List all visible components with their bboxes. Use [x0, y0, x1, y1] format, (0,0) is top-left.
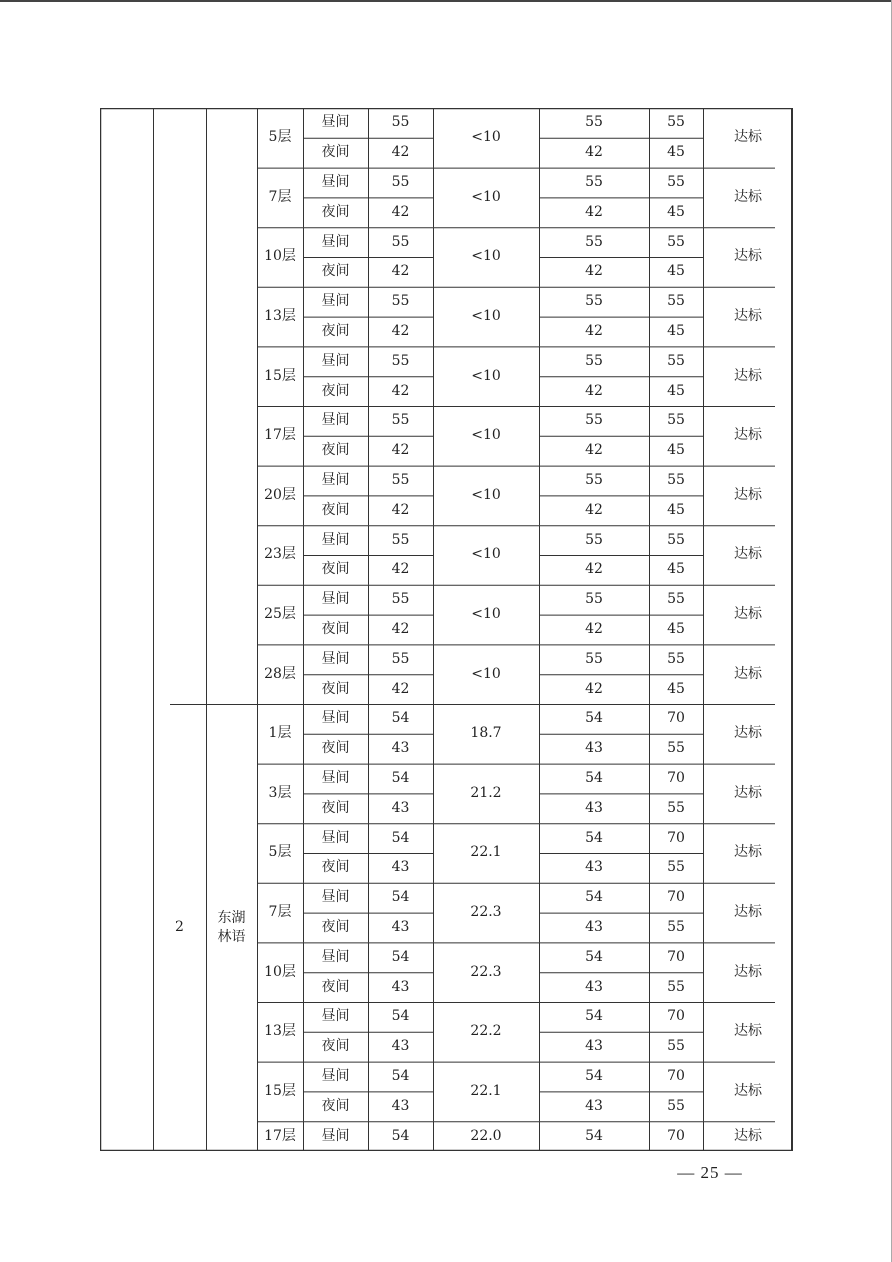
result-night: 43: [585, 740, 603, 757]
limit-day: 55: [667, 412, 685, 429]
limit-night: 45: [667, 680, 685, 697]
measured-night: 43: [391, 740, 410, 757]
status-label: 达标: [734, 1023, 762, 1040]
measured-day: 54: [391, 1127, 410, 1144]
limit-day: 70: [667, 769, 685, 786]
period-day: 昼间: [321, 710, 350, 727]
limit-night: 45: [667, 382, 685, 399]
period-night: 夜间: [321, 203, 350, 220]
limit-night: 55: [667, 1097, 685, 1114]
result-night: 42: [585, 322, 603, 339]
measured-day: 55: [391, 114, 410, 131]
floor-label: 13层: [264, 308, 296, 325]
status-label: 达标: [734, 308, 762, 325]
measured-day: 54: [391, 710, 410, 727]
result-night: 43: [585, 799, 603, 816]
result-day: 55: [585, 173, 603, 190]
contribution-value: <10: [471, 427, 501, 444]
measured-day: 55: [391, 412, 410, 429]
floor-label: 3层: [268, 784, 292, 801]
measured-night: 42: [391, 144, 410, 161]
limit-day: 70: [667, 1008, 685, 1025]
period-day: 昼间: [321, 1067, 350, 1084]
status-label: 达标: [734, 606, 762, 623]
group-name: [206, 108, 257, 704]
result-night: 42: [585, 501, 603, 518]
result-day: 54: [585, 889, 603, 906]
result-night: 42: [585, 203, 603, 220]
measured-day: 55: [391, 233, 410, 250]
result-day: 55: [585, 293, 603, 310]
period-night: 夜间: [321, 322, 350, 339]
measured-day: 54: [391, 769, 410, 786]
limit-day: 55: [667, 173, 685, 190]
floor-label: 15层: [264, 367, 296, 384]
floor-label: 10层: [264, 248, 296, 265]
limit-day: 55: [667, 591, 685, 608]
period-day: 昼间: [321, 1127, 350, 1144]
period-night: 夜间: [321, 978, 350, 995]
limit-day: 55: [667, 114, 685, 131]
result-night: 43: [585, 1097, 603, 1114]
contribution-value: 22.0: [470, 1127, 502, 1144]
result-night: 42: [585, 680, 603, 697]
measured-day: 55: [391, 531, 410, 548]
measured-day: 55: [391, 650, 410, 667]
floor-label: 17层: [264, 427, 296, 444]
limit-night: 45: [667, 620, 685, 637]
limit-night: 55: [667, 859, 685, 876]
noise-monitoring-table: [100, 108, 793, 1151]
period-day: 昼间: [321, 531, 350, 548]
limit-night: 45: [667, 203, 685, 220]
period-night: 夜间: [321, 740, 350, 757]
limit-day: 70: [667, 829, 685, 846]
contribution-value: <10: [471, 367, 501, 384]
floor-label: 17层: [264, 1127, 296, 1144]
period-night: 夜间: [321, 382, 350, 399]
period-night: 夜间: [321, 620, 350, 637]
result-day: 55: [585, 114, 603, 131]
result-day: 54: [585, 1008, 603, 1025]
period-day: 昼间: [321, 591, 350, 608]
period-day: 昼间: [321, 471, 350, 488]
measured-night: 43: [391, 1097, 410, 1114]
status-label: 达标: [734, 248, 762, 265]
limit-night: 55: [667, 918, 685, 935]
period-day: 昼间: [321, 233, 350, 250]
floor-label: 25层: [264, 606, 296, 623]
floor-label: 13层: [264, 1023, 296, 1040]
period-day: 昼间: [321, 769, 350, 786]
result-night: 43: [585, 1038, 603, 1055]
measured-day: 55: [391, 352, 410, 369]
measured-night: 42: [391, 620, 410, 637]
floor-label: 7层: [268, 188, 292, 205]
result-day: 55: [585, 233, 603, 250]
period-day: 昼间: [321, 173, 350, 190]
floor-label: 20层: [264, 486, 296, 503]
limit-night: 55: [667, 978, 685, 995]
period-day: 昼间: [321, 948, 350, 965]
group-name: 东湖 林语: [217, 909, 246, 945]
measured-day: 54: [391, 1008, 410, 1025]
measured-night: 42: [391, 382, 410, 399]
measured-day: 54: [391, 948, 410, 965]
limit-night: 45: [667, 144, 685, 161]
page-number: — 25 —: [677, 1163, 743, 1182]
measured-night: 42: [391, 263, 410, 280]
status-label: 达标: [734, 904, 762, 921]
page-top-border: [0, 0, 892, 2]
contribution-value: 21.2: [470, 784, 502, 801]
group-number: 2: [175, 919, 184, 935]
result-day: 55: [585, 591, 603, 608]
measured-night: 43: [391, 978, 410, 995]
measured-night: 43: [391, 799, 410, 816]
measured-day: 55: [391, 471, 410, 488]
contribution-value: 18.7: [470, 725, 502, 742]
result-day: 55: [585, 471, 603, 488]
period-day: 昼间: [321, 829, 350, 846]
floor-label: 1层: [268, 725, 292, 742]
contribution-value: <10: [471, 606, 501, 623]
result-night: 42: [585, 263, 603, 280]
result-night: 42: [585, 620, 603, 637]
contribution-value: <10: [471, 248, 501, 265]
period-day: 昼间: [321, 412, 350, 429]
floor-label: 5层: [268, 844, 292, 861]
limit-day: 70: [667, 889, 685, 906]
measured-night: 42: [391, 203, 410, 220]
limit-day: 70: [667, 1127, 685, 1144]
contribution-value: 22.2: [470, 1023, 502, 1040]
period-day: 昼间: [321, 293, 350, 310]
floor-label: 15层: [264, 1082, 296, 1099]
result-night: 42: [585, 382, 603, 399]
measured-night: 42: [391, 561, 410, 578]
status-label: 达标: [734, 725, 762, 742]
measured-night: 43: [391, 859, 410, 876]
status-label: 达标: [734, 784, 762, 801]
limit-night: 55: [667, 1038, 685, 1055]
limit-day: 55: [667, 471, 685, 488]
period-day: 昼间: [321, 1008, 350, 1025]
period-night: 夜间: [321, 918, 350, 935]
result-day: 54: [585, 948, 603, 965]
measured-night: 42: [391, 680, 410, 697]
measured-night: 42: [391, 322, 410, 339]
contribution-value: <10: [471, 665, 501, 682]
period-night: 夜间: [321, 144, 350, 161]
result-day: 54: [585, 1127, 603, 1144]
result-day: 54: [585, 769, 603, 786]
status-label: 达标: [734, 188, 762, 205]
period-night: 夜间: [321, 680, 350, 697]
contribution-value: <10: [471, 486, 501, 503]
measured-day: 54: [391, 889, 410, 906]
limit-day: 70: [667, 948, 685, 965]
limit-day: 55: [667, 293, 685, 310]
period-night: 夜间: [321, 1097, 350, 1114]
measured-day: 54: [391, 829, 410, 846]
result-night: 42: [585, 442, 603, 459]
status-label: 达标: [734, 367, 762, 384]
measured-day: 55: [391, 591, 410, 608]
measured-night: 42: [391, 501, 410, 518]
result-day: 55: [585, 352, 603, 369]
period-night: 夜间: [321, 442, 350, 459]
status-label: 达标: [734, 1082, 762, 1099]
measured-night: 43: [391, 918, 410, 935]
limit-day: 70: [667, 710, 685, 727]
limit-day: 70: [667, 1067, 685, 1084]
floor-label: 10层: [264, 963, 296, 980]
limit-night: 45: [667, 263, 685, 280]
contribution-value: <10: [471, 188, 501, 205]
result-night: 43: [585, 859, 603, 876]
contribution-value: <10: [471, 546, 501, 563]
limit-night: 45: [667, 322, 685, 339]
contribution-value: 22.1: [470, 844, 502, 861]
period-day: 昼间: [321, 352, 350, 369]
period-night: 夜间: [321, 859, 350, 876]
contribution-value: 22.3: [470, 963, 502, 980]
status-label: 达标: [734, 427, 762, 444]
status-label: 达标: [734, 129, 762, 146]
result-day: 55: [585, 531, 603, 548]
period-day: 昼间: [321, 889, 350, 906]
contribution-value: <10: [471, 308, 501, 325]
result-day: 55: [585, 650, 603, 667]
status-label: 达标: [734, 486, 762, 503]
limit-night: 55: [667, 799, 685, 816]
result-day: 55: [585, 412, 603, 429]
status-label: 达标: [734, 844, 762, 861]
limit-day: 55: [667, 352, 685, 369]
result-day: 54: [585, 829, 603, 846]
status-label: 达标: [734, 1127, 762, 1144]
period-night: 夜间: [321, 501, 350, 518]
measured-night: 43: [391, 1038, 410, 1055]
result-night: 42: [585, 144, 603, 161]
group-number: [153, 108, 206, 704]
result-night: 42: [585, 561, 603, 578]
contribution-value: <10: [471, 129, 501, 146]
measured-night: 42: [391, 442, 410, 459]
floor-label: 5层: [268, 129, 292, 146]
result-night: 43: [585, 978, 603, 995]
floor-label: 23层: [264, 546, 296, 563]
limit-night: 45: [667, 561, 685, 578]
result-day: 54: [585, 710, 603, 727]
period-night: 夜间: [321, 1038, 350, 1055]
limit-day: 55: [667, 650, 685, 667]
limit-night: 45: [667, 501, 685, 518]
period-day: 昼间: [321, 114, 350, 131]
limit-night: 55: [667, 740, 685, 757]
status-label: 达标: [734, 665, 762, 682]
period-night: 夜间: [321, 561, 350, 578]
period-day: 昼间: [321, 650, 350, 667]
status-label: 达标: [734, 963, 762, 980]
measured-day: 54: [391, 1067, 410, 1084]
limit-night: 45: [667, 442, 685, 459]
limit-day: 55: [667, 233, 685, 250]
result-night: 43: [585, 918, 603, 935]
result-day: 54: [585, 1067, 603, 1084]
limit-day: 55: [667, 531, 685, 548]
period-night: 夜间: [321, 799, 350, 816]
period-night: 夜间: [321, 263, 350, 280]
floor-label: 28层: [264, 665, 296, 682]
contribution-value: 22.3: [470, 904, 502, 921]
measured-day: 55: [391, 293, 410, 310]
contribution-value: 22.1: [470, 1082, 502, 1099]
status-label: 达标: [734, 546, 762, 563]
floor-label: 7层: [268, 904, 292, 921]
measured-day: 55: [391, 173, 410, 190]
